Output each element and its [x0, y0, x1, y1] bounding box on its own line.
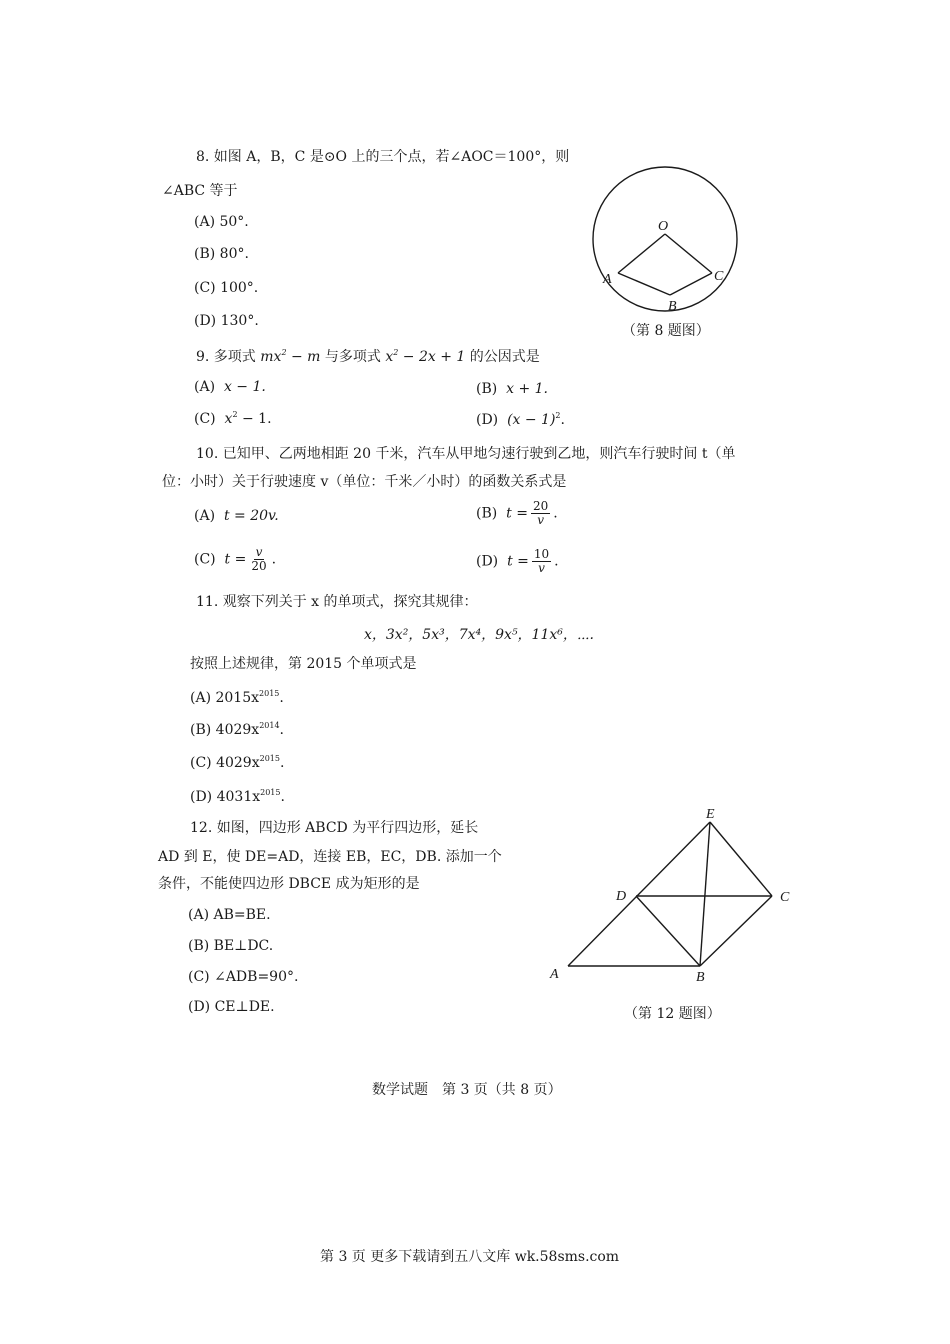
- q8-label-c: C: [714, 269, 724, 284]
- q11-option-a: (A) $2015x^{2015}$.: [190, 689, 284, 706]
- q11-stem-line1: 11. 观察下列关于 x 的单项式，探究其规律：: [196, 594, 478, 610]
- q8-label-a: A: [603, 272, 612, 287]
- q9-stem-suffix: 的公因式是: [469, 349, 540, 365]
- q12-stem-line3: 条件，不能使四边形 DBCE 成为矩形的是: [158, 876, 420, 892]
- q11-option-c: (C) $4029x^{2015}$.: [190, 754, 285, 771]
- q12-label-a: A: [550, 967, 559, 982]
- q12-figure-caption: （第 12 题图）: [624, 1006, 721, 1022]
- q9-option-b: (B) x + 1.: [476, 381, 549, 397]
- q12-stem-line2: AD 到 E，使 DE=AD，连接 EB，EC，DB. 添加一个: [158, 849, 502, 865]
- q12-option-c: (C) ∠ADB=90°.: [188, 969, 299, 985]
- q8-option-a: (A) 50°.: [194, 214, 249, 230]
- q10-option-c: (C) t = $\frac{v}{20}$ .: [194, 545, 277, 573]
- download-note: 第 3 页 更多下载请到五八文库 wk.58sms.com: [320, 1249, 620, 1265]
- q8-figure-caption: （第 8 题图）: [622, 323, 710, 339]
- q9-option-d: (D) $(x - 1)^2$.: [476, 411, 565, 428]
- q12-option-b: (B) BE⊥DC.: [188, 938, 274, 954]
- q9-stem-middle: 与多项式: [324, 349, 381, 365]
- q12-parallelogram-figure: [540, 800, 800, 990]
- q12-label-e: E: [706, 807, 715, 822]
- q11-option-d: (D) $4031x^{2015}$.: [190, 788, 285, 805]
- q8-option-c: (C) 100°.: [194, 280, 259, 296]
- q8-label-o: O: [658, 219, 669, 234]
- q8-stem-line1: 8. 如图 A，B，C 是⊙O 上的三个点，若∠AOC＝100°，则: [196, 149, 570, 165]
- q10-option-a: (A) t = 20v.: [194, 508, 279, 524]
- q9-option-c: (C) $x^2 - 1$.: [194, 410, 272, 427]
- q10-stem-line2: 位：小时）关于行驶速度 v（单位：千米／小时）的函数关系式是: [162, 474, 567, 490]
- q9-option-a: (A) x − 1.: [194, 379, 266, 395]
- q12-option-d: (D) CE⊥DE.: [188, 999, 275, 1015]
- q11-sequence: x，3x²，5x³，7x⁴，9x⁵，11x⁶，⋯.: [364, 627, 594, 643]
- q8-option-d: (D) 130°.: [194, 313, 259, 329]
- q12-option-a: (A) AB=BE.: [188, 907, 271, 923]
- q12-label-d: D: [616, 889, 627, 904]
- q10-option-b: (B) t = $\frac{20}{v}$ .: [476, 499, 558, 527]
- q12-stem-line1: 12. 如图，四边形 ABCD 为平行四边形，延长: [190, 820, 479, 836]
- q8-label-b: B: [668, 299, 677, 314]
- q12-label-c: C: [780, 890, 790, 905]
- q10-option-d: (D) t = $\frac{10}{v}$ .: [476, 547, 559, 575]
- q11-stem-line3: 按照上述规律，第 2015 个单项式是: [190, 656, 417, 672]
- q11-option-b: (B) $4029x^{2014}$.: [190, 721, 284, 738]
- q8-option-b: (B) 80°.: [194, 246, 249, 262]
- q9-poly2: $x^2 - 2x + 1$: [385, 348, 466, 365]
- q12-label-b: B: [696, 970, 705, 985]
- q8-circle-figure: [590, 160, 750, 320]
- page-footer: 数学试题 第 3 页（共 8 页）: [372, 1082, 562, 1098]
- q9-poly1: $mx^2 - m$: [260, 348, 321, 365]
- q10-stem-line1: 10. 已知甲、乙两地相距 20 千米，汽车从甲地匀速行驶到乙地，则汽车行驶时间 t（单: [196, 446, 736, 462]
- q8-stem-line2: ∠ABC 等于: [162, 183, 238, 199]
- q9-stem-prefix: 9. 多项式: [196, 349, 256, 365]
- q9-stem: [196, 346, 540, 366]
